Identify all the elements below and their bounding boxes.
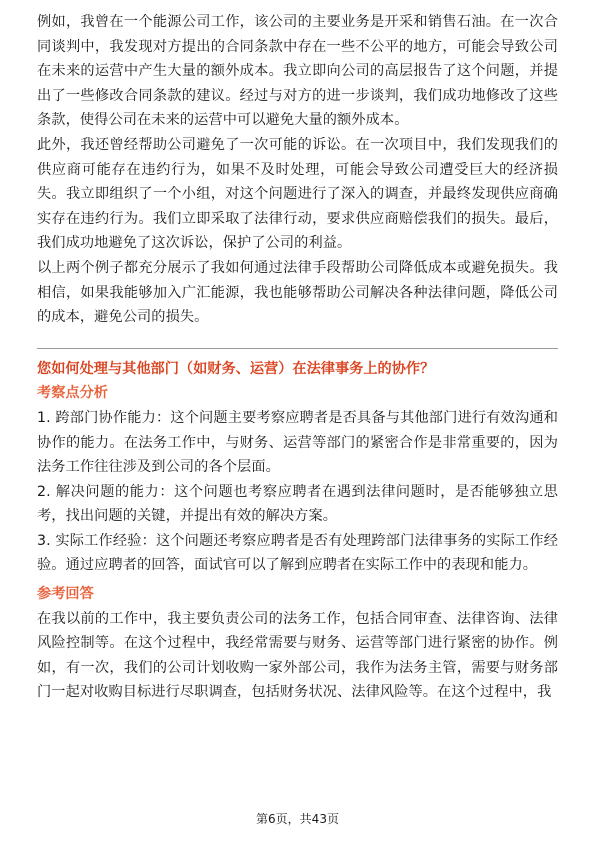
analysis-point-2: 2. 解决问题的能力：这个问题也考察应聘者在遇到法律问题时，是否能够独立思考，找出问题的关键，并提出有效的解决方案。 [37, 483, 558, 525]
answer-paragraph: 在我以前的工作中，我主要负责公司的法务工作，包括合同审查、法律咨询、法律风险控制等。在这个过程中，我经常需要与财务、运营等部门进行紧密的协作。例如，有一次，我们的公司计划收购一家外部公司，我作为法务主管，需要与财务部门一起对收购目标进行尽职调查，包括财务状况、法律风险等。在这个过程中，我 [37, 610, 558, 701]
section-divider [37, 348, 558, 349]
analysis-heading: 考察点分析 [37, 385, 108, 402]
question-title: 您如何处理与其他部门（如财务、运营）在法律事务上的协作？ [37, 360, 435, 377]
analysis-point-1: 1. 跨部门协作能力：这个问题主要考察应聘者是否具备与其他部门进行有效沟通和协作的能力。在法务工作中，与财务、运营等部门的紧密合作是非常重要的，因为法务工作往往涉及到公司的各个层面。 [37, 409, 558, 476]
page-number: 第6页，共43页 [256, 812, 339, 826]
document-page [37, 10, 558, 705]
intro-paragraph-2: 此外，我还曾经帮助公司避免了一次可能的诉讼。在一次项目中，我们发现我们的供应商可能存在违约行为，如果不及时处理，可能会导致公司遭受巨大的经济损失。我立即组织了一个小组，对这个问题进行了深入的调查，并最终发现供应商确实存在违约行为。我们立即采取了法律行动，要求供应商赔偿我们的损失。最后，我们成功地避免了这次诉讼，保护了公司的利益。 [37, 136, 558, 252]
intro-paragraph-3: 以上两个例子都充分展示了我如何通过法律手段帮助公司降低成本或避免损失。我相信，如果我能够加入广汇能源，我也能够帮助公司解决各种法律问题，降低公司的成本，避免公司的损失。 [37, 259, 558, 326]
analysis-point-3: 3. 实际工作经验：这个问题还考察应聘者是否有处理跨部门法律事务的实际工作经验。通过应聘者的回答，面试官可以了解到应聘者在实际工作中的表现和能力。 [37, 532, 558, 574]
answer-heading: 参考回答 [37, 586, 94, 603]
intro-paragraph-1: 例如，我曾在一个能源公司工作，该公司的主要业务是开采和销售石油。在一次合同谈判中，我发现对方提出的合同条款中存在一些不公平的地方，可能会导致公司在未来的运营中产生大量的额外成本。我立即向公司的高层报告了这个问题，并提出了一些修改合同条款的建议。经过与对方的进一步谈判，我们成功地修改了这些条款，使得公司在未来的运营中可以避免大量的额外成本。 [37, 14, 558, 129]
